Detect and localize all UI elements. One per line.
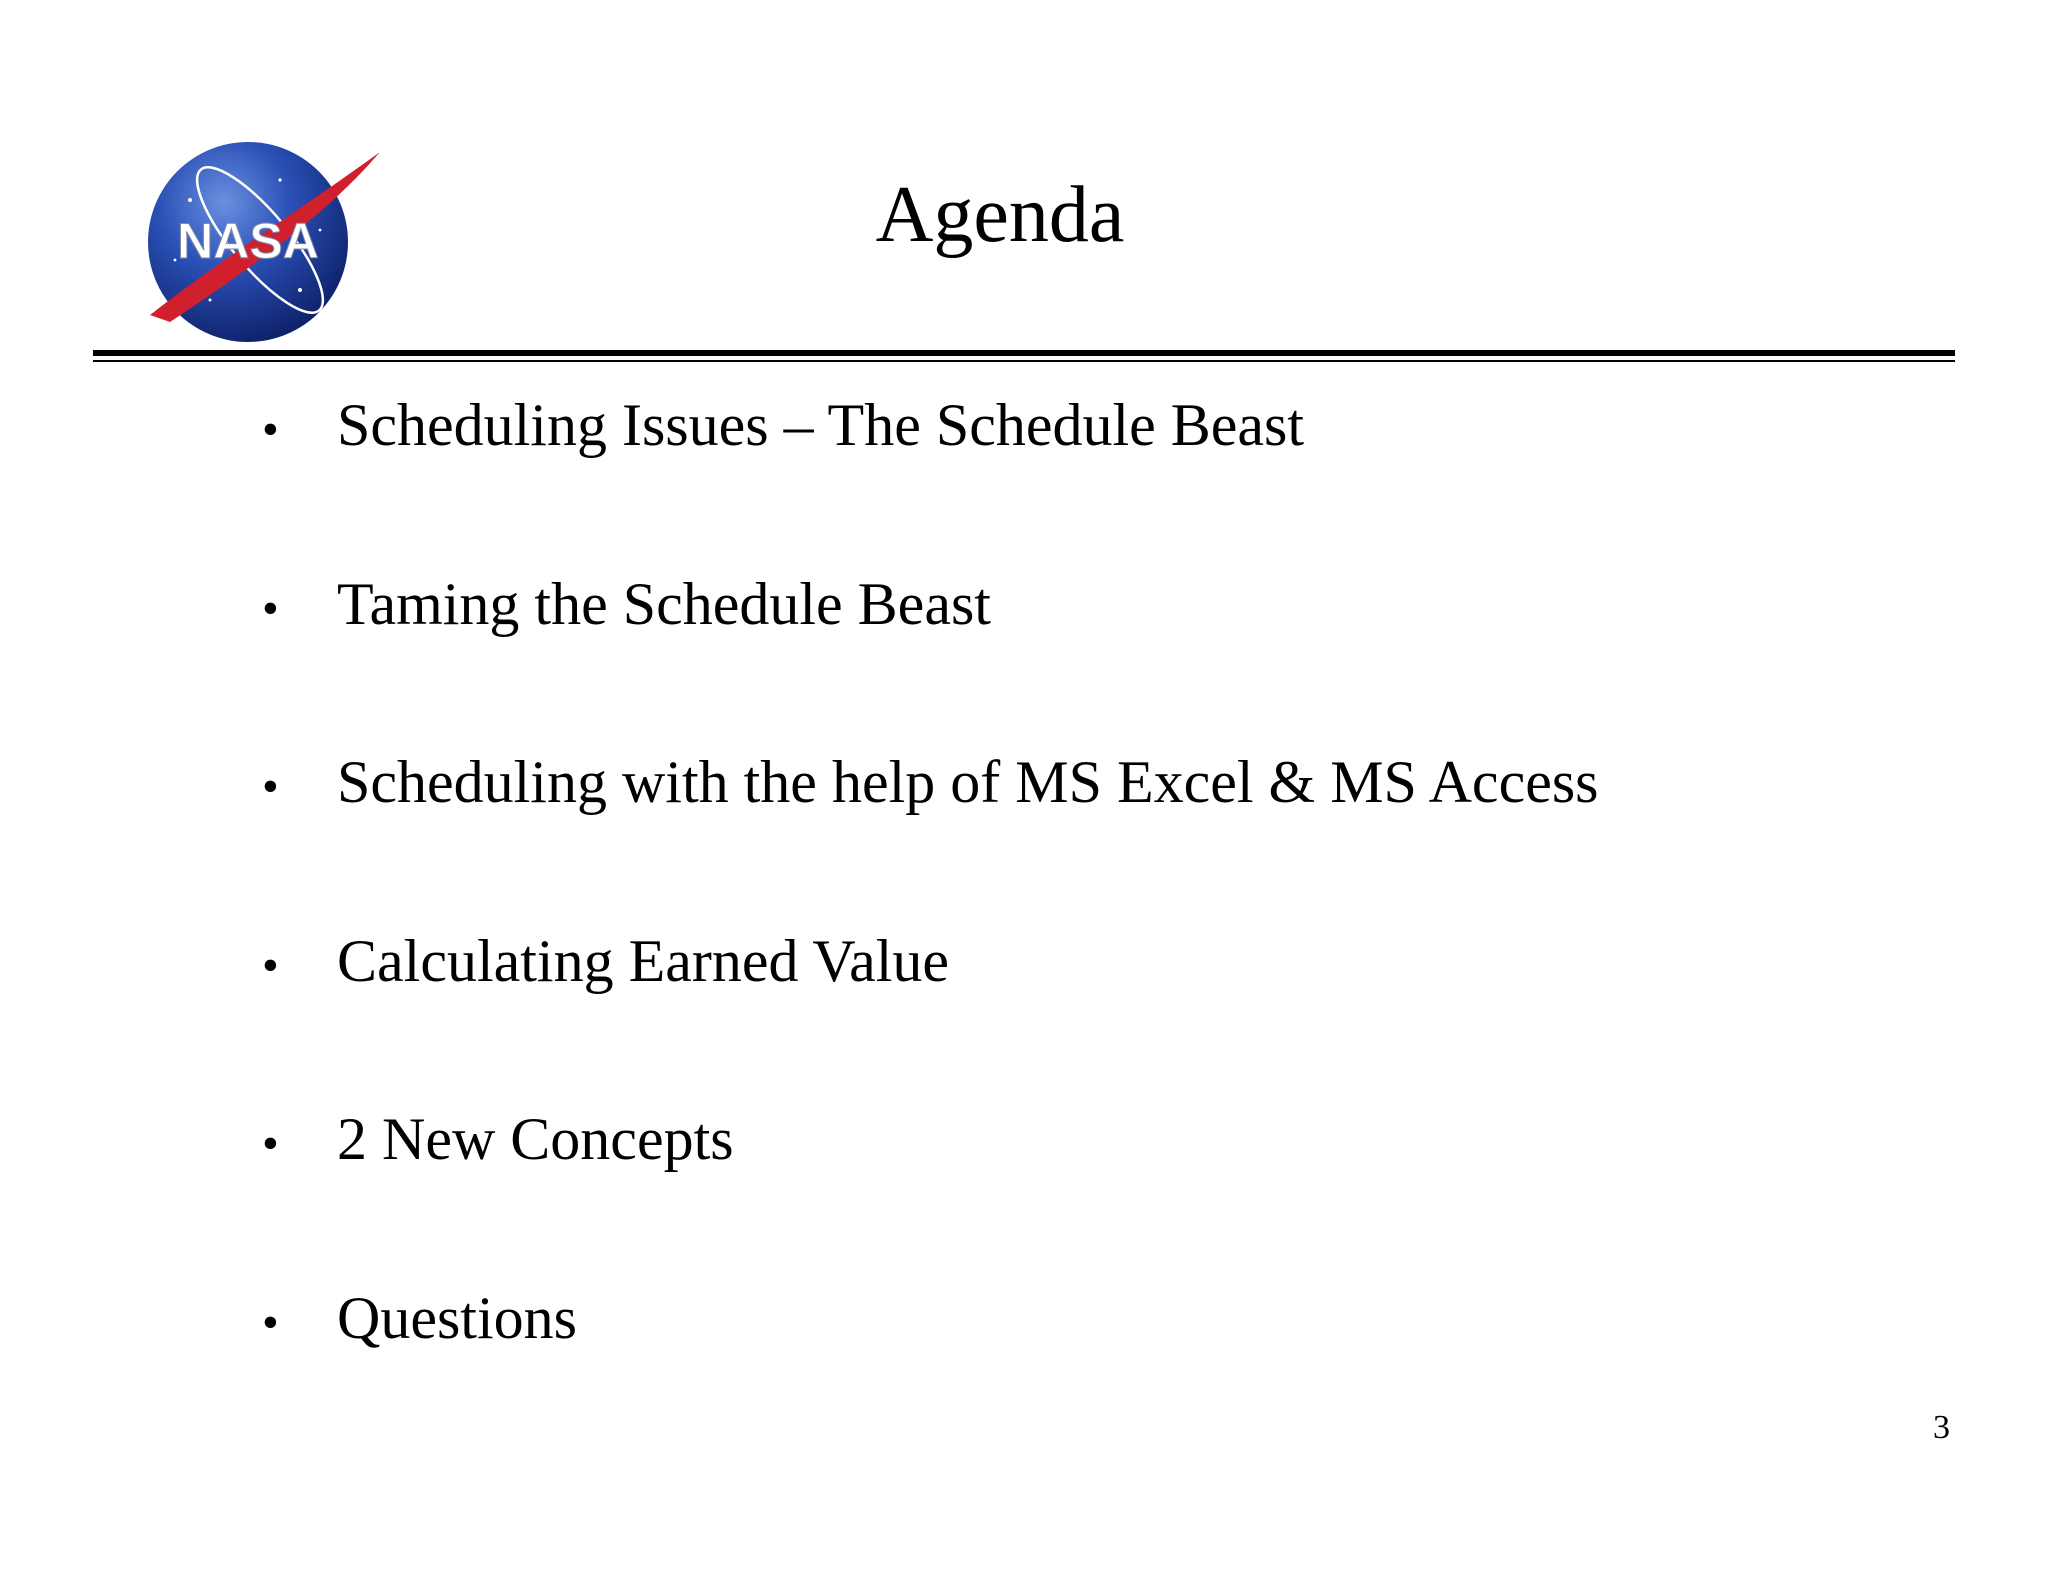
agenda-item-text: Taming the Schedule Beast bbox=[337, 570, 991, 637]
agenda-item-text: 2 New Concepts bbox=[337, 1106, 734, 1172]
bullet-icon: • bbox=[262, 403, 279, 456]
bullet-icon: • bbox=[262, 760, 279, 813]
agenda-item-text: Scheduling Issues – The Schedule Beast bbox=[337, 392, 1305, 458]
bullet-icon: • bbox=[262, 938, 279, 992]
agenda-item bbox=[262, 916, 1599, 1095]
agenda-item bbox=[262, 380, 1599, 559]
title-divider-thin bbox=[93, 360, 1955, 362]
bullet-icon: • bbox=[262, 1117, 279, 1170]
agenda-list bbox=[262, 380, 1599, 1451]
bullet-icon: • bbox=[262, 581, 279, 635]
title-divider bbox=[93, 350, 1955, 356]
slide-title bbox=[0, 165, 2048, 265]
agenda-item bbox=[262, 1094, 1599, 1273]
agenda-item-text: Scheduling with the help of MS Excel & MS Access bbox=[337, 749, 1599, 815]
agenda-item-text: Calculating Earned Value bbox=[337, 927, 950, 994]
slide-title-text: Agenda bbox=[875, 171, 1125, 259]
bullet-icon: • bbox=[262, 1295, 279, 1349]
agenda-item bbox=[262, 1273, 1599, 1452]
agenda-item-text: Questions bbox=[337, 1284, 577, 1351]
nasa-logo-text: NASA bbox=[177, 213, 319, 269]
agenda-item bbox=[262, 737, 1599, 916]
agenda-item bbox=[262, 559, 1599, 738]
page-number: 3 bbox=[1933, 1409, 1950, 1446]
